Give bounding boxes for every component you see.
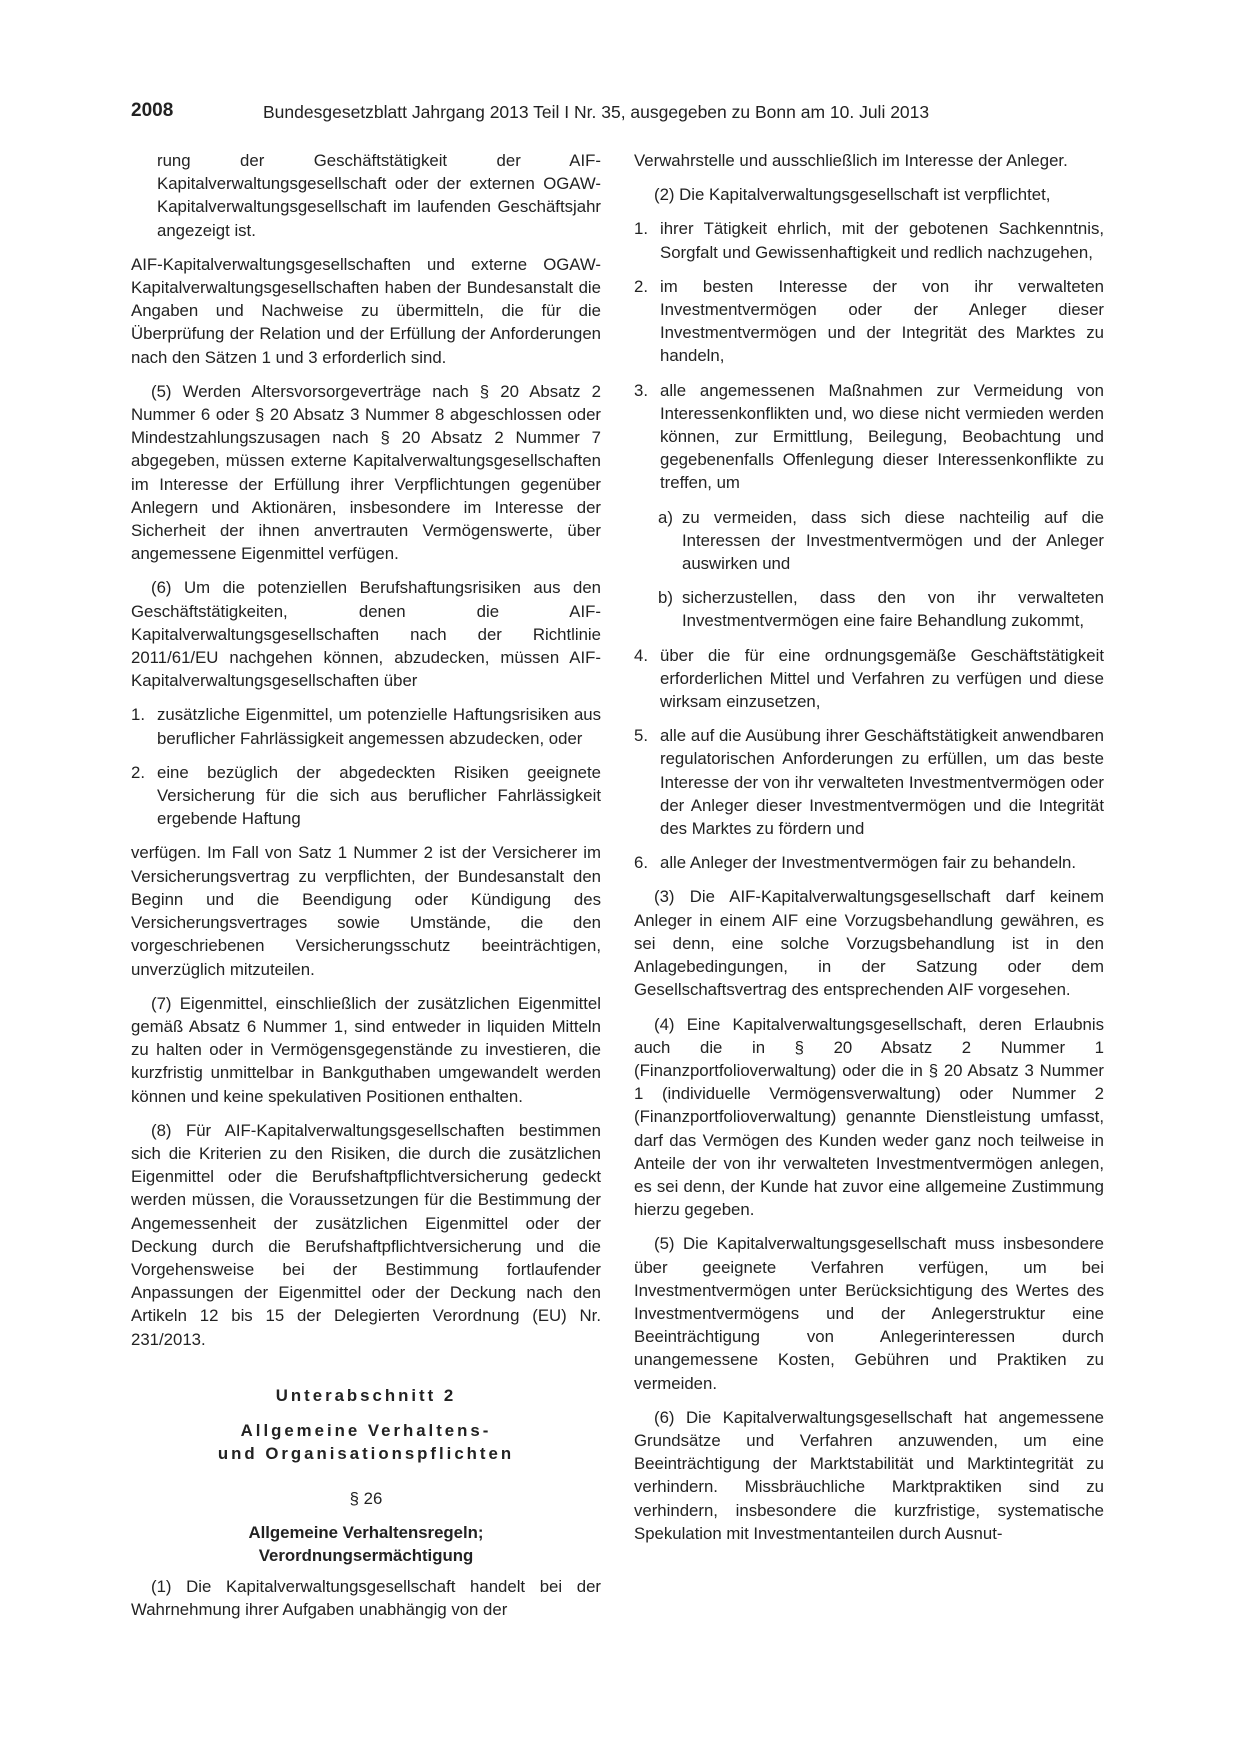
page-header — [131, 100, 1111, 126]
paragraph-6: (6) Um die potenziellen Berufshaftungsrisiken aus den Geschäftstätigkeiten, denen die AIF-Kapitalverwaltungsgesellschaften nach der Richtlinie 2011/61/EU nachgehen können, abzudecken, müssen AIF-Kapitalverwaltungsgesellschaften über — [131, 578, 601, 691]
paragraph-5: (5) Die Kapitalverwaltungsgesellschaft muss insbesondere über geeignete Verfahren verfügen, um bei Investmentvermögen unter Berücksichtigung des Wertes des Investmentvermögens und der Anlegerstruktur eine Beeinträchtigung von Anlegerinteressen durch unangemessene Kosten, Gebühren und Praktiken zu vermeiden. — [634, 1234, 1104, 1393]
section-title-line-1: Allgemeine Verhaltensregeln; — [248, 1522, 484, 1542]
list-number: 1. — [131, 705, 145, 725]
list-item — [634, 724, 1104, 840]
list-number: 5. — [634, 726, 648, 746]
sub-list-letter: a) — [658, 507, 673, 527]
page-number: 2008 — [131, 100, 174, 121]
subsection-heading: Unterabschnitt 2 — [275, 1385, 457, 1405]
list-number: 4. — [634, 645, 648, 665]
right-column — [634, 149, 1104, 1556]
list-number: 2. — [634, 276, 648, 296]
list-item — [634, 644, 1104, 714]
paragraph: verfügen. Im Fall von Satz 1 Nummer 2 ist der Versicherer im Versicherungsvertrag zu verpflichten, der Bundesanstalt den Beginn und die Beendigung oder Kündigung des Versicherungsvertrages sowie Umstände, die den vorgeschriebenen Versicherungsschutz beeinträchtigen, unverzüglich mitzuteilen. — [131, 843, 601, 979]
list-number: 3. — [634, 380, 648, 400]
sub-list-item — [658, 506, 1104, 576]
paragraph-26-1: (1) Die Kapitalverwaltungsgesellschaft handelt bei der Wahrnehmung ihrer Aufgaben unabhängig von der — [131, 1576, 601, 1620]
list-text: zusätzliche Eigenmittel, um potenzielle Haftungsrisiken aus beruflicher Fahrlässigkeit angemessen abzudecken, oder — [157, 705, 601, 748]
paragraph-5: (5) Werden Altersvorsorgeverträge nach § 20 Absatz 2 Nummer 6 oder § 20 Absatz 3 Nummer 8 abgeschlossen oder Mindestzahlungszusagen nach § 20 Absatz 2 Nummer 7 abgegeben, müssen externe Kapitalverwaltungsgesellschaften im Interesse der Erfüllung ihrer Verpflichtungen gegenüber Anlegern und Aktionären, insbesondere im Interesse der Sicherheit der ihnen anvertrauten Vermögenswerte, über angemessene Eigenmittel verfügen. — [131, 381, 601, 564]
continued-list-text: rung der Geschäftstätigkeit der AIF-Kapitalverwaltungsgesellschaft oder der externen OGAW-Kapitalverwaltungsgesellschaft im laufenden Geschäftsjahr angezeigt ist. — [157, 151, 601, 240]
list-text: über die für eine ordnungsgemäße Geschäftstätigkeit erforderlichen Mittel und Verfahren zu verfügen und diese wirksam einzusetzen, — [660, 645, 1104, 712]
list-item — [131, 761, 601, 831]
list-number: 1. — [634, 219, 648, 239]
paragraph: AIF-Kapitalverwaltungsgesellschaften und externe OGAW-Kapitalverwaltungsgesellschaften haben der Bundesanstalt die Angaben und Nachweise zu übermitteln, die für die Überprüfung der Relation und der Erfüllung der Anforderungen nach den Sätzen 1 und 3 erforderlich sind. — [131, 254, 601, 367]
sub-list-text: sicherzustellen, dass den von ihr verwalteten Investmentvermögen eine faire Behandlung zukommt, — [682, 588, 1104, 631]
list-text: eine bezüglich der abgedeckten Risiken geeignete Versicherung für die sich aus beruflicher Fahrlässigkeit ergebende Haftung — [157, 762, 601, 829]
list-item — [634, 851, 1104, 874]
sub-list-item — [658, 586, 1104, 632]
left-column — [131, 149, 601, 1632]
paragraph-7: (7) Eigenmittel, einschließlich der zusätzlichen Eigenmittel gemäß Absatz 6 Nummer 1, sind entweder in liquiden Mitteln zu halten oder in Vermögensgegenstände zu investieren, die kurzfristig unmittelbar in Bankguthaben umgewandelt werden können und keine spekulativen Positionen enthalten. — [131, 993, 601, 1106]
sub-list-text: zu vermeiden, dass sich diese nachteilig auf die Interessen der Investmentvermögen und der Anleger auswirken und — [682, 507, 1104, 574]
list-number: 2. — [131, 762, 145, 782]
list-text: im besten Interesse der von ihr verwalteten Investmentvermögen oder der Anleger dieser Investmentvermögen und der Integrität des Marktes zu handeln, — [660, 276, 1104, 366]
paragraph-2: (2) Die Kapitalverwaltungsgesellschaft ist verpflichtet, — [654, 185, 1051, 205]
list-text: ihrer Tätigkeit ehrlich, mit der gebotenen Sachkenntnis, Sorgfalt und Gewissenhaftigkeit und redlich nachzugehen, — [660, 219, 1104, 262]
list-text: alle angemessenen Maßnahmen zur Vermeidung von Interessenkonflikten und, wo diese nicht vermieden werden können, zur Ermittlung, Beilegung, Beobachtung und gegebenenfalls Offenlegung dieser Interessenkonflikte zu treffen, um — [660, 380, 1104, 493]
paragraph: Verwahrstelle und ausschließlich im Interesse der Anleger. — [634, 151, 1068, 170]
paragraph-8: (8) Für AIF-Kapitalverwaltungsgesellschaften bestimmen sich die Kriterien zu den Risiken, die durch die zusätzlichen Eigenmittel oder die Berufshaftpflichtversicherung gedeckt werden müssen, die Voraussetzungen für die Bestimmung der Angemessenheit der zusätzlichen Eigenmittel oder der Deckung durch die Berufshaftpflichtversicherung und die Vorgehensweise bei der Bestimmung fortlaufender Anpassungen der Eigenmittel oder der Deckung nach den Artikeln 12 bis 15 der Delegierten Verordnung (EU) Nr. 231/2013. — [131, 1120, 601, 1349]
paragraph-6: (6) Die Kapitalverwaltungsgesellschaft hat angemessene Grundsätze und Verfahren anzuwenden, um eine Beeinträchtigung der Marktstabilität und Marktintegrität zu verhindern. Missbräuchliche Marktpraktiken sind zu verhindern, insbesondere die kurzfristige, systematische Spekulation mit Investmentanteilen durch Ausnut- — [634, 1407, 1104, 1543]
list-item — [634, 275, 1104, 368]
list-number: 6. — [634, 853, 648, 873]
paragraph-4: (4) Eine Kapitalverwaltungsgesellschaft, deren Erlaubnis auch die in § 20 Absatz 2 Nummer 1 (Finanzportfolioverwaltung) oder die in § 20 Absatz 3 Nummer 1 (individuelle Vermögensverwaltung) oder Nummer 2 (Finanzportfolioverwaltung) genannte Dienstleistung umfasst, darf das Vermögen des Kunden weder ganz noch teilweise in Anteile der von ihr verwalteten Investmentvermögen anlegen, es sei denn, der Kunde hat zuvor eine allgemeine Zustimmung hierzu gegeben. — [634, 1014, 1104, 1220]
list-text: alle auf die Ausübung ihrer Geschäftstätigkeit anwendbaren regulatorischen Anforderungen zu erfüllen, um das beste Interesse der von ihr verwalteten Investmentvermögen oder der Anleger dieser Investmentvermögen und die Integrität des Marktes zu fördern und — [660, 726, 1104, 839]
sub-list-letter: b) — [658, 588, 673, 608]
list-text: alle Anleger der Investmentvermögen fair zu behandeln. — [660, 853, 1077, 873]
section-sign: § 26 — [349, 1489, 383, 1509]
subsection-title-line-2: und Organisationspflichten — [217, 1444, 515, 1464]
list-item — [634, 217, 1104, 263]
list-item — [131, 703, 601, 749]
paragraph-3: (3) Die AIF-Kapitalverwaltungsgesellschaft darf keinem Anleger in einem AIF eine Vorzugsbehandlung gewähren, es sei denn, eine solche Vorzugsbehandlung ist in den Anlagebedingungen, in der Satzung oder dem Gesellschaftsvertrag des entsprechenden AIF vorgesehen. — [634, 887, 1104, 1000]
subsection-title-line-1: Allgemeine Verhaltens- — [240, 1420, 492, 1440]
running-title: Bundesgesetzblatt Jahrgang 2013 Teil I Nr. 35, ausgegeben zu Bonn am 10. Juli 2013 — [263, 102, 930, 122]
section-title-line-2: Verordnungsermächtigung — [258, 1545, 474, 1565]
list-item — [634, 379, 1104, 495]
